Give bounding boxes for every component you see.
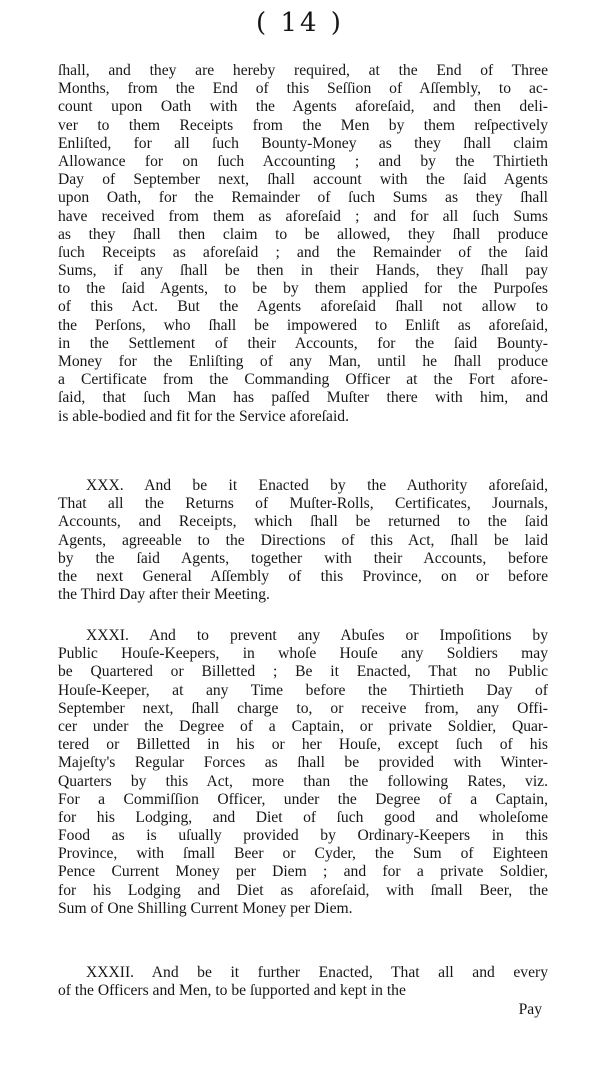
text-line: Money for the Enliſting of any Man, until he ſhall produce xyxy=(58,353,548,370)
text-line: XXX. And be it Enacted by the Authority aforeſaid, xyxy=(86,477,548,494)
page-number: ( 14 ) xyxy=(256,8,344,38)
text-line: Public Houſe-Keepers, in whoſe Houſe any Soldiers may xyxy=(58,645,548,663)
text-line: of this Act. But the Agents aforeſaid ſhall not allow to xyxy=(58,298,548,316)
text-line: for his Lodging, and Diet of ſuch good and wholeſome xyxy=(58,808,548,826)
text-line: ſuch Receipts as aforeſaid ; and the Remainder of the ſaid xyxy=(58,243,548,261)
text-line: upon Oath, for the Remainder of ſuch Sums as they ſhall xyxy=(58,189,548,207)
text-line: Enliſted, for all ſuch Bounty-Money as they ſhall claim xyxy=(58,134,548,152)
text-line: for his Lodging and Diet as aforeſaid, with ſmall Beer, the xyxy=(58,881,548,899)
text-line: to the ſaid Agents, to be by them applied for the Purpoſes xyxy=(58,280,548,298)
text-line: is able-bodied and fit for the Service aforeſaid. xyxy=(58,407,349,425)
text-line: Majeſty's Regular Forces as ſhall be provided with Winter- xyxy=(58,754,548,772)
text-line: the next General Aſſembly of this Province, on or before xyxy=(58,567,548,585)
paragraph-xxx-returns xyxy=(58,477,548,604)
text-line: Months, from the End of this Seſſion of Aſſembly, to ac- xyxy=(58,80,548,98)
text-line: ſaid, that ſuch Man has paſſed Muſter there with him, and xyxy=(58,389,548,407)
text-line: Province, with ſmall Beer or Cyder, the Sum of Eighteen xyxy=(58,845,548,863)
text-line: Houſe-Keeper, at any Time before the Thirtieth Day of xyxy=(58,681,548,699)
text-line: ſhall, and they are hereby required, at the End of Three xyxy=(58,62,548,79)
text-line: of the Officers and Men, to be ſupported and kept in the xyxy=(58,982,406,1000)
text-line: XXXI. And to prevent any Abuſes or Impoſitions by xyxy=(86,627,548,644)
text-line: For a Commiſſion Officer, under the Degree of a Captain, xyxy=(58,790,548,808)
text-line: That all the Returns of Muſter-Rolls, Certificates, Journals, xyxy=(58,495,548,513)
text-line: a Certificate from the Commanding Officer at the Fort afore- xyxy=(58,371,548,389)
text-line: Allowance for on ſuch Accounting ; and by the Thirtieth xyxy=(58,152,548,170)
text-line: tered or Billetted in his or her Houſe, except ſuch of his xyxy=(58,736,548,754)
text-line: the Perſons, who ſhall be impowered to Enliſt as aforeſaid, xyxy=(58,316,548,334)
paragraph-bounty-accounting xyxy=(58,62,548,426)
text-line: the Third Day after their Meeting. xyxy=(58,586,270,604)
text-line: Sums, if any ſhall be then in their Hands, they ſhall pay xyxy=(58,262,548,280)
text-line: Day of September next, ſhall account with the ſaid Agents xyxy=(58,171,548,189)
text-line: by the ſaid Agents, together with their Accounts, before xyxy=(58,549,548,567)
text-line: Sum of One Shilling Current Money per Diem. xyxy=(58,899,353,917)
text-line: September next, ſhall charge to, or receive from, any Offi- xyxy=(58,699,548,717)
text-line: Agents, agreeable to the Directions of this Act, ſhall be laid xyxy=(58,531,548,549)
text-line: Accounts, and Receipts, which ſhall be returned to the ſaid xyxy=(58,513,548,531)
text-line: ver to them Receipts from the Men by them reſpectively xyxy=(58,116,548,134)
catchword: Pay xyxy=(518,1001,542,1018)
text-line: be Quartered or Billetted ; Be it Enacted, That no Public xyxy=(58,663,548,681)
paragraph-xxxi-public-housekeepers xyxy=(58,627,548,918)
text-line: as they ſhall then claim to be allowed, they ſhall produce xyxy=(58,225,548,243)
text-line: in the Settlement of their Accounts, for the ſaid Bounty- xyxy=(58,334,548,352)
text-line: Food as is uſually provided by Ordinary-Keepers in this xyxy=(58,827,548,845)
text-line: have received from them as aforeſaid ; and for all ſuch Sums xyxy=(58,207,548,225)
text-line: XXXII. And be it further Enacted, That all and every xyxy=(86,964,548,981)
text-line: count upon Oath with the Agents aforeſaid, and then deli- xyxy=(58,98,548,116)
text-line: Quarters by this Act, more than the following Rates, viz. xyxy=(58,772,548,790)
text-line: cer under the Degree of a Captain, or private Soldier, Quar- xyxy=(58,717,548,735)
paragraph-xxxii-officers xyxy=(58,964,548,1000)
text-line: Pence Current Money per Diem ; and for a private Soldier, xyxy=(58,863,548,881)
